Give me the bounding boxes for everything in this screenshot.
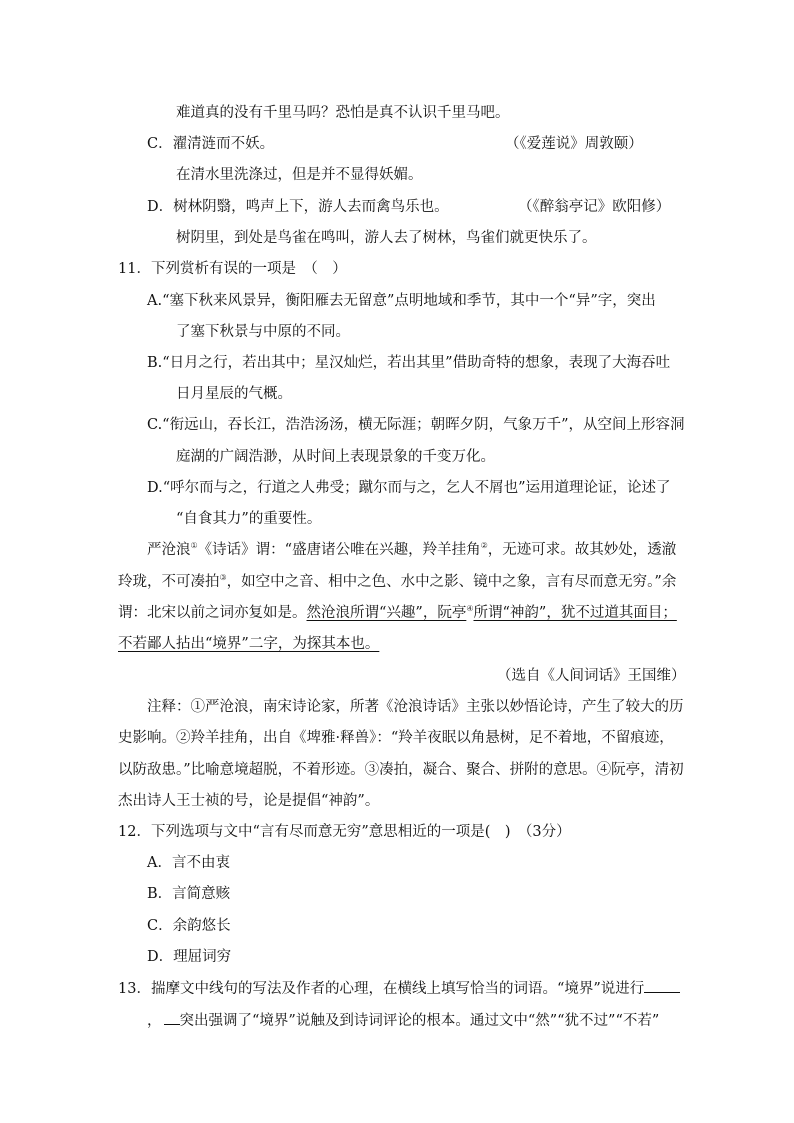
passage-line-1 xyxy=(147,540,676,560)
footnote-ref-1: ① xyxy=(190,541,198,551)
q11-option-c-line2: 庭湖的广阔浩渺，从时间上表现景象的千变万化。 xyxy=(176,449,495,465)
q10-d-translation: 树阴里，到处是鸟雀在鸣叫，游人去了树林，鸟雀们就更快乐了。 xyxy=(176,230,597,246)
q11-option-b-line2: 日月星辰的气概。 xyxy=(176,386,292,402)
q12-option-d: D．理屈词穷 xyxy=(147,949,232,965)
q11-option-c-line1: C.“衔远山，吞长江，浩浩汤汤，横无际涯；朝晖夕阴，气象万千”，从空间上形容洞 xyxy=(147,417,685,433)
passage-source: （选自《人间词话》王国维） xyxy=(497,668,686,684)
q12-option-b: B．言简意赅 xyxy=(147,886,231,902)
passage-text: 玲珑，不可凑拍 xyxy=(118,574,220,590)
passage-line-2 xyxy=(118,572,676,592)
passage-text: 严沧浪 xyxy=(147,542,191,558)
passage-line-3 xyxy=(118,603,677,623)
underlined-sentence: 所谓“神韵”，犹不过道其面目； xyxy=(473,605,677,621)
q11-option-a-line1: A.“塞下秋来风景异，衡阳雁去无留意”点明地域和季节，其中一个“异”字，突出 xyxy=(147,293,656,309)
q10-option-c-source: （《爱莲说》周敦颐） xyxy=(505,136,643,152)
q11-stem: 11．下列赏析有误的一项是 （ ） xyxy=(118,261,347,277)
q13-line-1 xyxy=(118,978,680,999)
q11-option-d-line2: “自食其力”的重要性。 xyxy=(176,511,322,527)
q11-option-a-line2: 了塞下秋景与中原的不同。 xyxy=(176,324,350,340)
passage-text: 谓：北宋以前之词亦复如是。 xyxy=(118,605,307,621)
passage-text: ，无迹可求。故其妙处，透澈 xyxy=(487,542,677,558)
q13-text: 突出强调了“境界”说触及到诗词评论的根本。通过文中“然”“犹不过”“不若” xyxy=(179,1013,660,1029)
footnote-ref-4: ④ xyxy=(466,604,474,614)
notes-line-1: 注释：①严沧浪，南宋诗论家，所著《沧浪诗话》主张以妙悟论诗，产生了较大的历 xyxy=(147,699,684,715)
notes-line-4: 杰出诗人王士祯的号，论是提倡“神韵”。 xyxy=(118,793,380,809)
passage-text: ，如空中之音、相中之色、水中之影、镜中之象，言有尽而意无穷。”余 xyxy=(226,574,677,590)
passage-line-4-underlined: 不若鄙人拈出“境界”二字，为探其本也。 xyxy=(118,636,380,652)
q10-b-translation: 难道真的没有千里马吗？恐怕是真不认识千里马吧。 xyxy=(176,105,510,121)
q10-c-translation: 在清水里洗涤过，但是并不显得妖媚。 xyxy=(176,167,423,183)
footnote-ref-2: ② xyxy=(480,541,488,551)
q11-option-b-line1: B.“日月之行，若出其中；星汉灿烂，若出其里”借助奇特的想象，表现了大海吞吐 xyxy=(147,355,671,371)
passage-text: 《诗话》谓：“盛唐诸公唯在兴趣，羚羊挂角 xyxy=(197,542,481,558)
q11-option-d-line1: D.“呼尔而与之，行道之人弗受；蹴尔而与之，乞人不屑也”运用道理论证，论述了 xyxy=(147,480,671,496)
q10-option-d-source: （《醉翁亭记》欧阳修） xyxy=(518,199,671,215)
answer-blank-1[interactable] xyxy=(644,978,680,993)
q10-option-d: D．树林阴翳，鸣声上下，游人去而禽鸟乐也。 xyxy=(147,199,449,215)
q13-text: ， xyxy=(147,1013,162,1029)
underlined-sentence: 然沧浪所谓“兴趣”，阮亭 xyxy=(306,605,467,621)
footnote-ref-3: ③ xyxy=(219,573,227,583)
q12-option-a: A．言不由衷 xyxy=(147,855,230,871)
q13-text: 13．揣摩文中线句的写法及作者的心理，在横线上填写恰当的词语。“境界”说进行 xyxy=(118,981,645,997)
notes-line-2: 史影响。②羚羊挂角，出自《埤雅·释兽》：“羚羊夜眠以角悬树，足不着地，不留痕迹， xyxy=(118,730,674,746)
answer-blank-2[interactable] xyxy=(164,1010,180,1025)
q12-option-c: C．余韵悠长 xyxy=(147,918,231,934)
q13-line-2 xyxy=(147,1010,659,1031)
q10-option-c: C．濯清涟而不妖。 xyxy=(147,136,275,152)
q12-stem: 12．下列选项与文中“言有尽而意无穷”意思相近的一项是( ) （3分） xyxy=(118,824,571,840)
notes-line-3: 以防敌患。”比喻意境超脱，不着形迹。③凑拍，凝合、聚合、拼附的意思。④阮亭，清初 xyxy=(118,762,684,778)
